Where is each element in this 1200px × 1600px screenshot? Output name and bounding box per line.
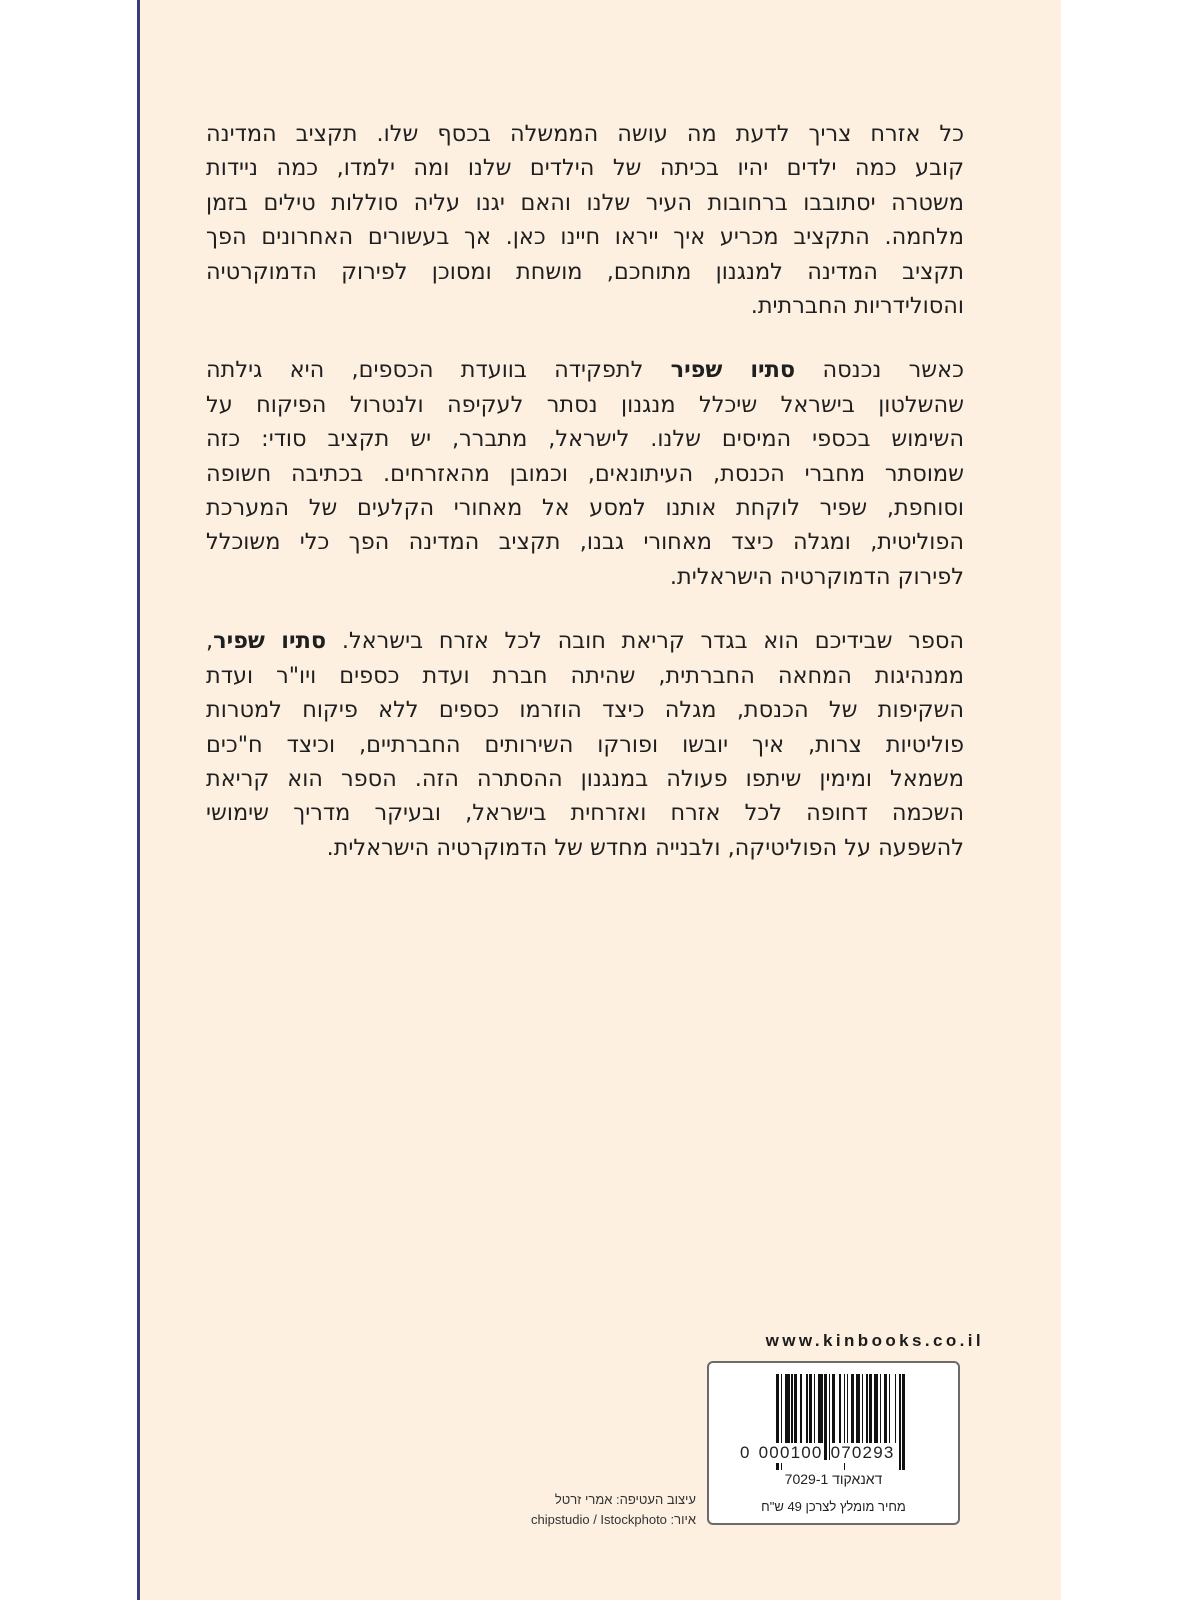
blurb-paragraph-3 [206,624,964,865]
blurb-line: פוליטיות צרות, איך יובשו ופורקו השירותים החברתיים, וכיצד ח"כים [206,731,964,758]
blurb-line: השקיפות של הכנסת, מגלה כיצד הוזרמו כספים ללא פיקוח למטרות [206,697,964,724]
barcode-digit-group: 000100 [758,1443,823,1462]
barcode-number [739,1443,949,1463]
blurb-line: הפוליטית, ומגלה כיצד מאחורי גבנו, תקציב המדינה הפך כלי משוכלל [206,529,964,556]
blurb-line: שמוסתר מחברי הכנסת, העיתונאים, וכמובן מהאזרחים. בכתיבה חשופה [206,460,964,487]
barcode-digit-group: 070293 [830,1443,895,1462]
back-cover-blurb [206,117,964,895]
cover-design-credit: עיצוב העטיפה: אמרי זרטל [554,1492,696,1507]
blurb-paragraph-2 [206,353,964,594]
blurb-line: שהשלטון בישראל שיכלל מנגנון נסתר לעקיפה ולנטרול הפיקוח על [206,391,964,418]
blurb-line: תקציב המדינה למנגנון מתוחכם, מושחת ומסוכן לפירוק הדמוקרטיה [206,258,964,285]
recommended-price: מחיר מומלץ לצרכן 49 ש"ח [761,1499,906,1514]
blurb-line: וסוחפת, שפיר לוקחת אותנו למסע אל מאחורי הקלעים של המערכת [206,495,964,522]
danacode: דאנאקוד 7029-1 [784,1471,883,1487]
blurb-text: לתפקידה בוועדת הכספים, היא גילתה [206,357,671,384]
barcode-digit-group: 0 [740,1443,751,1462]
blurb-line: לפירוק הדמוקרטיה הישראלית. [669,563,964,590]
blurb-line: השכמה דחופה לכל אזרח ואזרחית בישראל, ובעיקר מדריך שימושי [206,800,964,827]
blurb-line: השימוש בכספי המיסים שלנו. לישראל, מתברר, יש תקציב סודי: כזה [206,426,964,453]
publisher-url[interactable]: www.kinbooks.co.il [765,1331,984,1350]
blurb-line: משמאל ומימין שיתפו פעולה במנגנון ההסתרה הזה. הספר הוא קריאת [206,765,964,792]
blurb-line: והסולידריות החברתית. [750,293,964,320]
author-name: סתיו שפיר [670,357,796,384]
blurb-paragraph-1 [206,117,964,323]
blurb-line [206,353,964,387]
blurb-line [206,624,964,658]
blurb-line: ממנהיגות המחאה החברתית, שהיתה חברת ועדת כספים ויו"ר ועדת [206,662,964,689]
blurb-line: מלחמה. התקציב מכריע איך ייראו חיינו כאן. אך בעשורים האחרונים הפך [206,224,964,251]
barcode-label [707,1361,960,1525]
blurb-text: , [206,628,214,655]
blurb-text: כאשר נכנסה [795,357,964,384]
blurb-text: הספר שבידיכם הוא בגדר קריאת חובה לכל אזרח בישראל. [326,628,964,655]
illustration-credit: איור: chipstudio / Istockphoto [531,1512,696,1527]
blurb-line: משטרה יסתובבו ברחובות העיר שלנו והאם יגנו עליה סוללות טילים בזמן [206,189,964,216]
author-name: סתיו שפיר [213,628,327,655]
blurb-line: להשפעה על הפוליטיקה, ולבנייה מחדש של הדמוקרטיה הישראלית. [326,834,964,861]
blurb-line: כל אזרח צריך לדעת מה עושה הממשלה בכסף שלו. תקציב המדינה [206,121,964,147]
cover-credits [470,1490,696,1530]
blurb-line: קובע כמה ילדים יהיו בכיתה של הילדים שלנו ומה ילמדו, כמה ניידות [206,155,964,182]
